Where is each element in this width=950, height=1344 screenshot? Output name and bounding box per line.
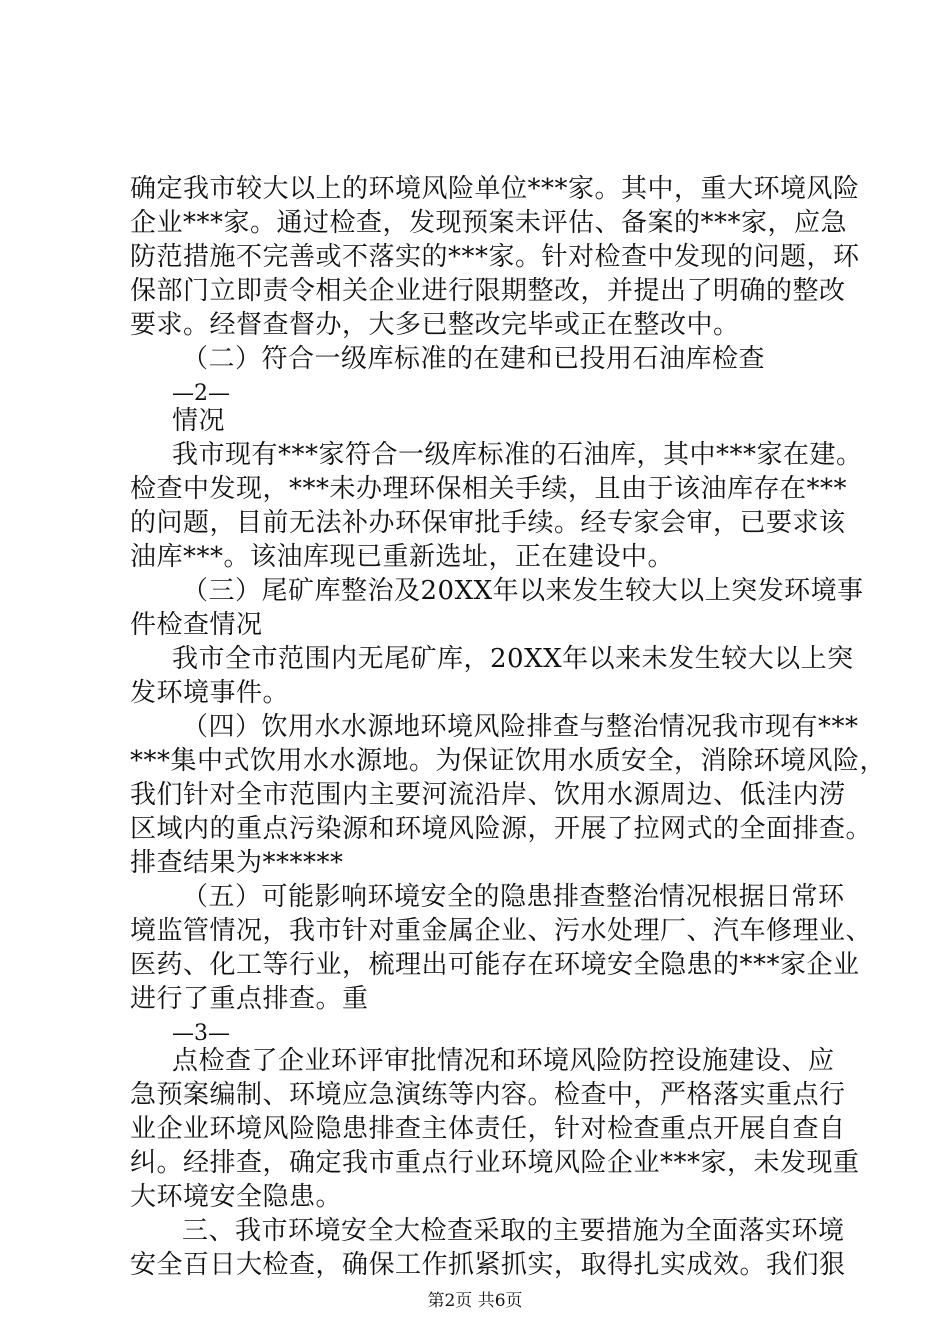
text-line: 确定我市较大以上的环境风险单位***家。其中，重大环境风险 bbox=[130, 174, 860, 204]
text-line: 境监管情况，我市针对重金属企业、污水处理厂、汽车修理业、 bbox=[130, 916, 873, 946]
text-line: 我市全市范围内无尾矿库，20XX年以来未发生较大以上突 bbox=[172, 644, 854, 674]
page-number-marker: —2— bbox=[172, 381, 230, 406]
text-line: 排查结果为****** bbox=[130, 848, 344, 878]
section-heading: （二）符合一级库标准的在建和已投用石油库检查 bbox=[182, 344, 766, 374]
text-line: ***集中式饮用水水源地。为保证饮用水质安全，消除环境风险， bbox=[130, 746, 887, 776]
text-line: 急预案编制、环境应急演练等内容。检查中，严格落实重点行 bbox=[130, 1080, 846, 1110]
text-line: 点检查了企业环评审批情况和环境风险防控设施建设、应 bbox=[172, 1046, 835, 1076]
text-line: 油库***。该油库现已重新选址，正在建设中。 bbox=[130, 542, 675, 572]
text-line: 企业***家。通过检查，发现预案未评估、备案的***家，应急 bbox=[130, 208, 848, 238]
text-line: 情况 bbox=[172, 406, 226, 436]
text-line: 的问题，目前无法补办环保审批手续。经专家会审，已要求该 bbox=[130, 508, 846, 538]
text-line: 检查中发现，***未办理环保相关手续，且由于该油库存在*** bbox=[130, 474, 848, 504]
text-line: 防范措施不完善或不落实的***家。针对检查中发现的问题，环 bbox=[130, 242, 860, 272]
page-footer: 第2页 共6页 bbox=[427, 1291, 523, 1311]
text-line: 大环境安全隐患。 bbox=[130, 1182, 343, 1212]
text-line: 我市现有***家符合一级库标准的石油库，其中***家在建。 bbox=[172, 440, 863, 470]
text-line: 安全百日大检查，确保工作抓紧抓实，取得扎实成效。我们狠 bbox=[130, 1250, 846, 1280]
text-line: 我们针对全市范围内主要河流沿岸、饮用水源周边、低洼内涝 bbox=[130, 780, 846, 810]
section-heading: （五）可能影响环境安全的隐患排查整治情况根据日常环 bbox=[182, 882, 845, 912]
text-line: 件检查情况 bbox=[130, 610, 263, 640]
text-line: 发环境事件。 bbox=[130, 678, 290, 708]
text-line: 要求。经督查督办，大多已整改完毕或正在整改中。 bbox=[130, 310, 740, 340]
section-heading: （三）尾矿库整治及20XX年以来发生较大以上突发环境事 bbox=[182, 576, 864, 606]
text-line: 业企业环境风险隐患排查主体责任，针对检查重点开展自查自 bbox=[130, 1114, 846, 1144]
page-number-marker: —3— bbox=[172, 1021, 230, 1046]
section-heading: （四）饮用水水源地环境风险排查与整治情况我市现有*** bbox=[182, 712, 859, 742]
text-line: 纠。经排查，确定我市重点行业环境风险企业***家，未发现重 bbox=[130, 1148, 860, 1178]
text-line: 区域内的重点污染源和环境风险源，开展了拉网式的全面排查。 bbox=[130, 814, 873, 844]
text-line: 保部门立即责令相关企业进行限期整改，并提出了明确的整改 bbox=[130, 276, 846, 306]
text-line: 进行了重点排查。重 bbox=[130, 984, 369, 1014]
section-heading: 三、我市环境安全大检查采取的主要措施为全面落实环境 bbox=[182, 1216, 845, 1246]
text-line: 医药、化工等行业，梳理出可能存在环境安全隐患的***家企业 bbox=[130, 950, 860, 980]
